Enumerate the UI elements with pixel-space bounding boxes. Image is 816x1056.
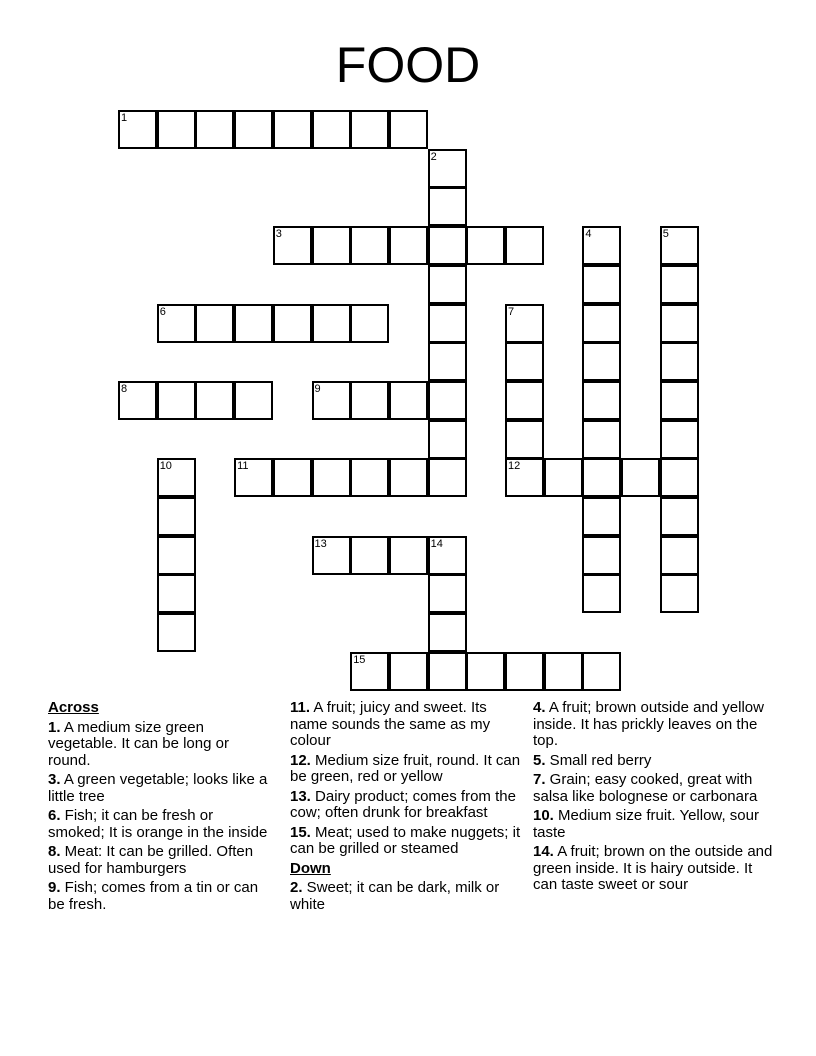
crossword-cell[interactable] (582, 420, 621, 459)
clue-item-number: 4. (533, 699, 546, 716)
crossword-cell[interactable] (118, 110, 157, 149)
crossword-cell[interactable] (660, 536, 699, 575)
clue-item-text: A fruit; juicy and sweet. Its name sounds the same as my colour (290, 699, 491, 749)
crossword-cell[interactable] (544, 458, 583, 497)
crossword-cell[interactable] (350, 110, 389, 149)
clue-number: 14 (430, 537, 443, 550)
clue-item-text: Grain; easy cooked, great with salsa like bolognese or carbonara (533, 771, 758, 805)
crossword-cell[interactable] (312, 110, 351, 149)
crossword-cell[interactable] (350, 458, 389, 497)
crossword-cell[interactable] (350, 226, 389, 265)
clue-item (48, 772, 273, 805)
crossword-cell[interactable] (660, 574, 699, 613)
crossword-cell[interactable] (312, 458, 351, 497)
clue-number: 4 (585, 228, 592, 241)
clue-number: 2 (430, 150, 437, 163)
clue-number: 3 (275, 228, 282, 241)
clue-item (48, 720, 273, 770)
crossword-cell[interactable] (466, 226, 505, 265)
clue-number: 7 (508, 305, 515, 318)
crossword-cell[interactable] (389, 458, 428, 497)
clue-item (533, 844, 773, 894)
clue-item (290, 753, 522, 786)
crossword-cell[interactable] (389, 536, 428, 575)
clue-number: 5 (662, 228, 669, 241)
crossword-cell[interactable] (428, 652, 467, 691)
clue-item-number: 12. (290, 751, 311, 769)
clue-item-text: A fruit; brown on the outside and green inside. It is hairy outside. It can taste sweet or sour (533, 843, 773, 893)
crossword-cell[interactable] (157, 497, 196, 536)
crossword-cell[interactable] (273, 458, 312, 497)
crossword-cell[interactable] (582, 304, 621, 343)
crossword-cell[interactable] (660, 342, 699, 381)
crossword-cell[interactable] (428, 574, 467, 613)
crossword-cell[interactable] (195, 110, 234, 149)
crossword-cell[interactable] (428, 458, 467, 497)
crossword-cell[interactable] (505, 381, 544, 420)
page-title: FOOD (335, 37, 481, 93)
clue-section-heading: Down (290, 859, 331, 877)
clue-number: 1 (121, 112, 128, 124)
clue-number: 9 (314, 382, 321, 395)
crossword-cell[interactable] (582, 497, 621, 536)
crossword-cell[interactable] (273, 304, 312, 343)
clue-item (533, 753, 773, 770)
clue-item (290, 789, 522, 822)
crossword-cell[interactable] (428, 420, 467, 459)
crossword-cell[interactable] (428, 536, 467, 575)
crossword-cell[interactable] (157, 574, 196, 613)
clue-number: 15 (353, 653, 366, 666)
crossword-cell[interactable] (582, 574, 621, 613)
clue-item-text: Medium size fruit. Yellow, sour taste (533, 807, 759, 841)
crossword-cell[interactable] (428, 149, 467, 188)
clue-column-left (48, 700, 273, 916)
crossword-cell[interactable] (660, 381, 699, 420)
crossword-cell[interactable] (428, 265, 467, 304)
clue-column-middle (290, 700, 522, 916)
crossword-cell[interactable] (157, 536, 196, 575)
crossword-cell[interactable] (273, 110, 312, 149)
clue-column-right (533, 700, 773, 897)
crossword-cell[interactable] (273, 226, 312, 265)
crossword-cell[interactable] (428, 381, 467, 420)
crossword-cell[interactable] (466, 652, 505, 691)
crossword-cell[interactable] (389, 652, 428, 691)
clue-item-number: 8. (48, 843, 61, 860)
crossword-cell[interactable] (582, 265, 621, 304)
clue-item (290, 825, 522, 858)
crossword-cell[interactable] (157, 381, 196, 420)
clue-item (48, 880, 273, 913)
crossword-cell[interactable] (544, 652, 583, 691)
crossword-cell[interactable] (234, 110, 273, 149)
clue-section-heading: Across (48, 699, 99, 716)
clue-item (290, 880, 522, 913)
clue-item-text: Meat; used to make nuggets; it can be grilled or steamed (290, 823, 521, 857)
crossword-cell[interactable] (195, 304, 234, 343)
crossword-cell[interactable] (312, 226, 351, 265)
clue-item (48, 808, 273, 841)
clue-item-text: Dairy product; comes from the cow; often drunk for breakfast (290, 787, 516, 821)
crossword-cell[interactable] (505, 226, 544, 265)
clue-item-text: Medium size fruit, round. It can be green, red or yellow (290, 751, 521, 785)
clue-item-text: A fruit; brown outside and yellow inside. It has prickly leaves on the top. (533, 699, 764, 749)
crossword-cell[interactable] (428, 304, 467, 343)
crossword-cell[interactable] (660, 226, 699, 265)
crossword-cell[interactable] (118, 381, 157, 420)
crossword-cell[interactable] (505, 458, 544, 497)
crossword-cell[interactable] (389, 110, 428, 149)
crossword-cell[interactable] (660, 304, 699, 343)
clue-item-text: A medium size green vegetable. It can be long or round. (48, 718, 229, 769)
clue-item-number: 14. (533, 843, 554, 860)
clue-item (533, 808, 773, 841)
clue-item-number: 9. (48, 879, 61, 896)
crossword-cell[interactable] (234, 381, 273, 420)
crossword-cell[interactable] (234, 304, 273, 343)
crossword-cell[interactable] (505, 652, 544, 691)
clue-item (48, 844, 273, 877)
clue-number: 13 (314, 537, 327, 550)
clue-number: 12 (508, 460, 521, 473)
crossword-cell[interactable] (660, 497, 699, 536)
clue-item-text: Meat: It can be grilled. Often used for hamburgers (48, 843, 254, 877)
crossword-cell[interactable] (660, 420, 699, 459)
clue-item-text: Sweet; it can be dark, milk or white (290, 879, 500, 913)
clue-item-text: Fish; it can be fresh or smoked; It is orange in the inside (48, 807, 268, 841)
crossword-cell[interactable] (350, 536, 389, 575)
crossword-cell[interactable] (660, 458, 699, 497)
crossword-cell[interactable] (157, 613, 196, 652)
clue-item-number: 7. (533, 771, 546, 788)
clue-item-text: Small red berry (545, 751, 652, 769)
clue-item-number: 6. (48, 807, 61, 824)
crossword-cell[interactable] (157, 110, 196, 149)
clue-item-text: Fish; comes from a tin or can be fresh. (48, 879, 259, 913)
crossword-cell[interactable] (428, 342, 467, 381)
crossword-cell[interactable] (350, 381, 389, 420)
crossword-cell[interactable] (505, 420, 544, 459)
crossword-cell[interactable] (195, 381, 234, 420)
clue-number: 6 (159, 305, 166, 318)
crossword-cell[interactable] (157, 458, 196, 497)
clue-item (533, 700, 773, 750)
crossword-cell[interactable] (660, 265, 699, 304)
crossword-cell[interactable] (312, 304, 351, 343)
crossword-cell[interactable] (582, 226, 621, 265)
clue-item (290, 700, 522, 750)
clue-item-text: A green vegetable; looks like a little tree (48, 771, 268, 805)
clue-item-number: 2. (290, 879, 303, 896)
clue-number: 10 (159, 460, 172, 473)
clue-item-number: 11. (290, 699, 311, 716)
crossword-cell[interactable] (582, 458, 621, 497)
clue-number: 11 (237, 460, 249, 473)
crossword-cell[interactable] (234, 458, 273, 497)
crossword-cell[interactable] (350, 304, 389, 343)
crossword-cell[interactable] (428, 226, 467, 265)
crossword-cell[interactable] (389, 381, 428, 420)
crossword-cell[interactable] (428, 613, 467, 652)
crossword-cell[interactable] (582, 652, 621, 691)
crossword-cell[interactable] (157, 304, 196, 343)
clue-item-number: 5. (533, 751, 546, 769)
clue-item-number: 15. (290, 823, 311, 841)
crossword-cell[interactable] (621, 458, 660, 497)
crossword-cell[interactable] (505, 342, 544, 381)
crossword-cell[interactable] (428, 187, 467, 226)
crossword-cell[interactable] (312, 536, 351, 575)
clue-number: 8 (121, 382, 128, 395)
crossword-cell[interactable] (582, 381, 621, 420)
clue-item (533, 772, 773, 805)
crossword-cell[interactable] (312, 381, 351, 420)
crossword-cell[interactable] (505, 304, 544, 343)
crossword-cell[interactable] (389, 226, 428, 265)
clue-item-number: 3. (48, 771, 61, 788)
crossword-cell[interactable] (582, 536, 621, 575)
clue-item-number: 10. (533, 807, 554, 824)
crossword-cell[interactable] (582, 342, 621, 381)
crossword-cell[interactable] (350, 652, 389, 691)
clue-item-number: 1. (48, 718, 61, 736)
clue-item-number: 13. (290, 787, 311, 805)
